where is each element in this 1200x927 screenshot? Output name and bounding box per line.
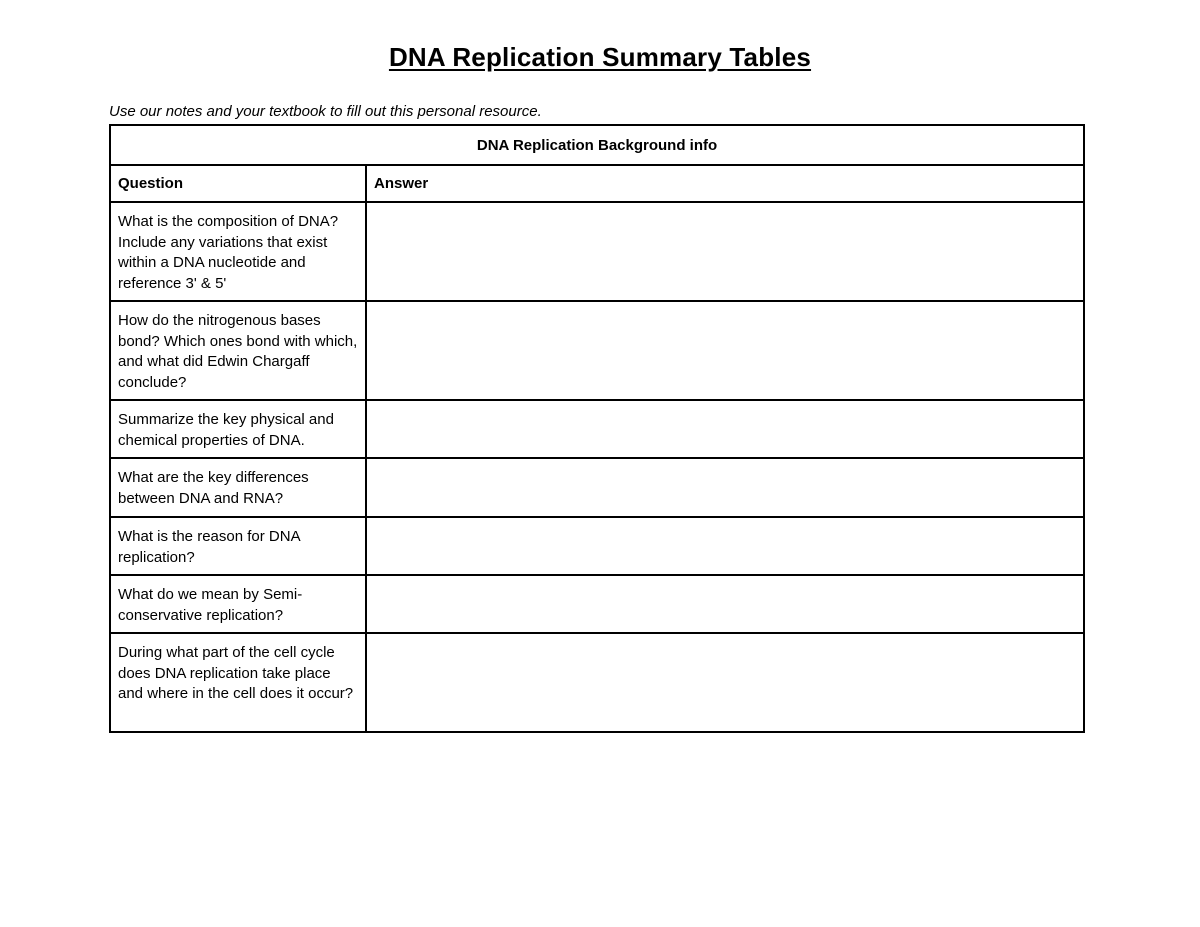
table-row xyxy=(110,202,1084,301)
question-column-header: Question xyxy=(110,165,366,202)
table-row xyxy=(110,575,1084,633)
question-cell: How do the nitrogenous bases bond? Which ones bond with which, and what did Edwin Chargaff conclude? xyxy=(110,301,366,400)
question-cell: What is the reason for DNA replication? xyxy=(110,517,366,575)
answer-cell[interactable] xyxy=(366,633,1084,732)
table-header-row xyxy=(110,165,1084,202)
answer-cell[interactable] xyxy=(366,458,1084,517)
answer-column-header: Answer xyxy=(366,165,1084,202)
table-caption: DNA Replication Background info xyxy=(110,125,1084,165)
answer-cell[interactable] xyxy=(366,400,1084,458)
table-row xyxy=(110,633,1084,732)
table-row xyxy=(110,400,1084,458)
background-info-table xyxy=(109,124,1085,733)
answer-cell[interactable] xyxy=(366,202,1084,301)
answer-cell[interactable] xyxy=(366,301,1084,400)
question-cell: During what part of the cell cycle does DNA replication take place and where in the cell does it occur? xyxy=(110,633,366,732)
table-caption-row xyxy=(110,125,1084,165)
question-cell: Summarize the key physical and chemical properties of DNA. xyxy=(110,400,366,458)
answer-cell[interactable] xyxy=(366,517,1084,575)
question-cell: What do we mean by Semi-conservative replication? xyxy=(110,575,366,633)
table-row xyxy=(110,517,1084,575)
question-cell: What is the composition of DNA? Include any variations that exist within a DNA nucleotide and reference 3' & 5' xyxy=(110,202,366,301)
table-row xyxy=(110,301,1084,400)
question-cell: What are the key differences between DNA and RNA? xyxy=(110,458,366,517)
instructions-text: Use our notes and your textbook to fill out this personal resource. xyxy=(109,103,542,120)
page-title: DNA Replication Summary Tables xyxy=(388,42,812,72)
answer-cell[interactable] xyxy=(366,575,1084,633)
table-row xyxy=(110,458,1084,517)
